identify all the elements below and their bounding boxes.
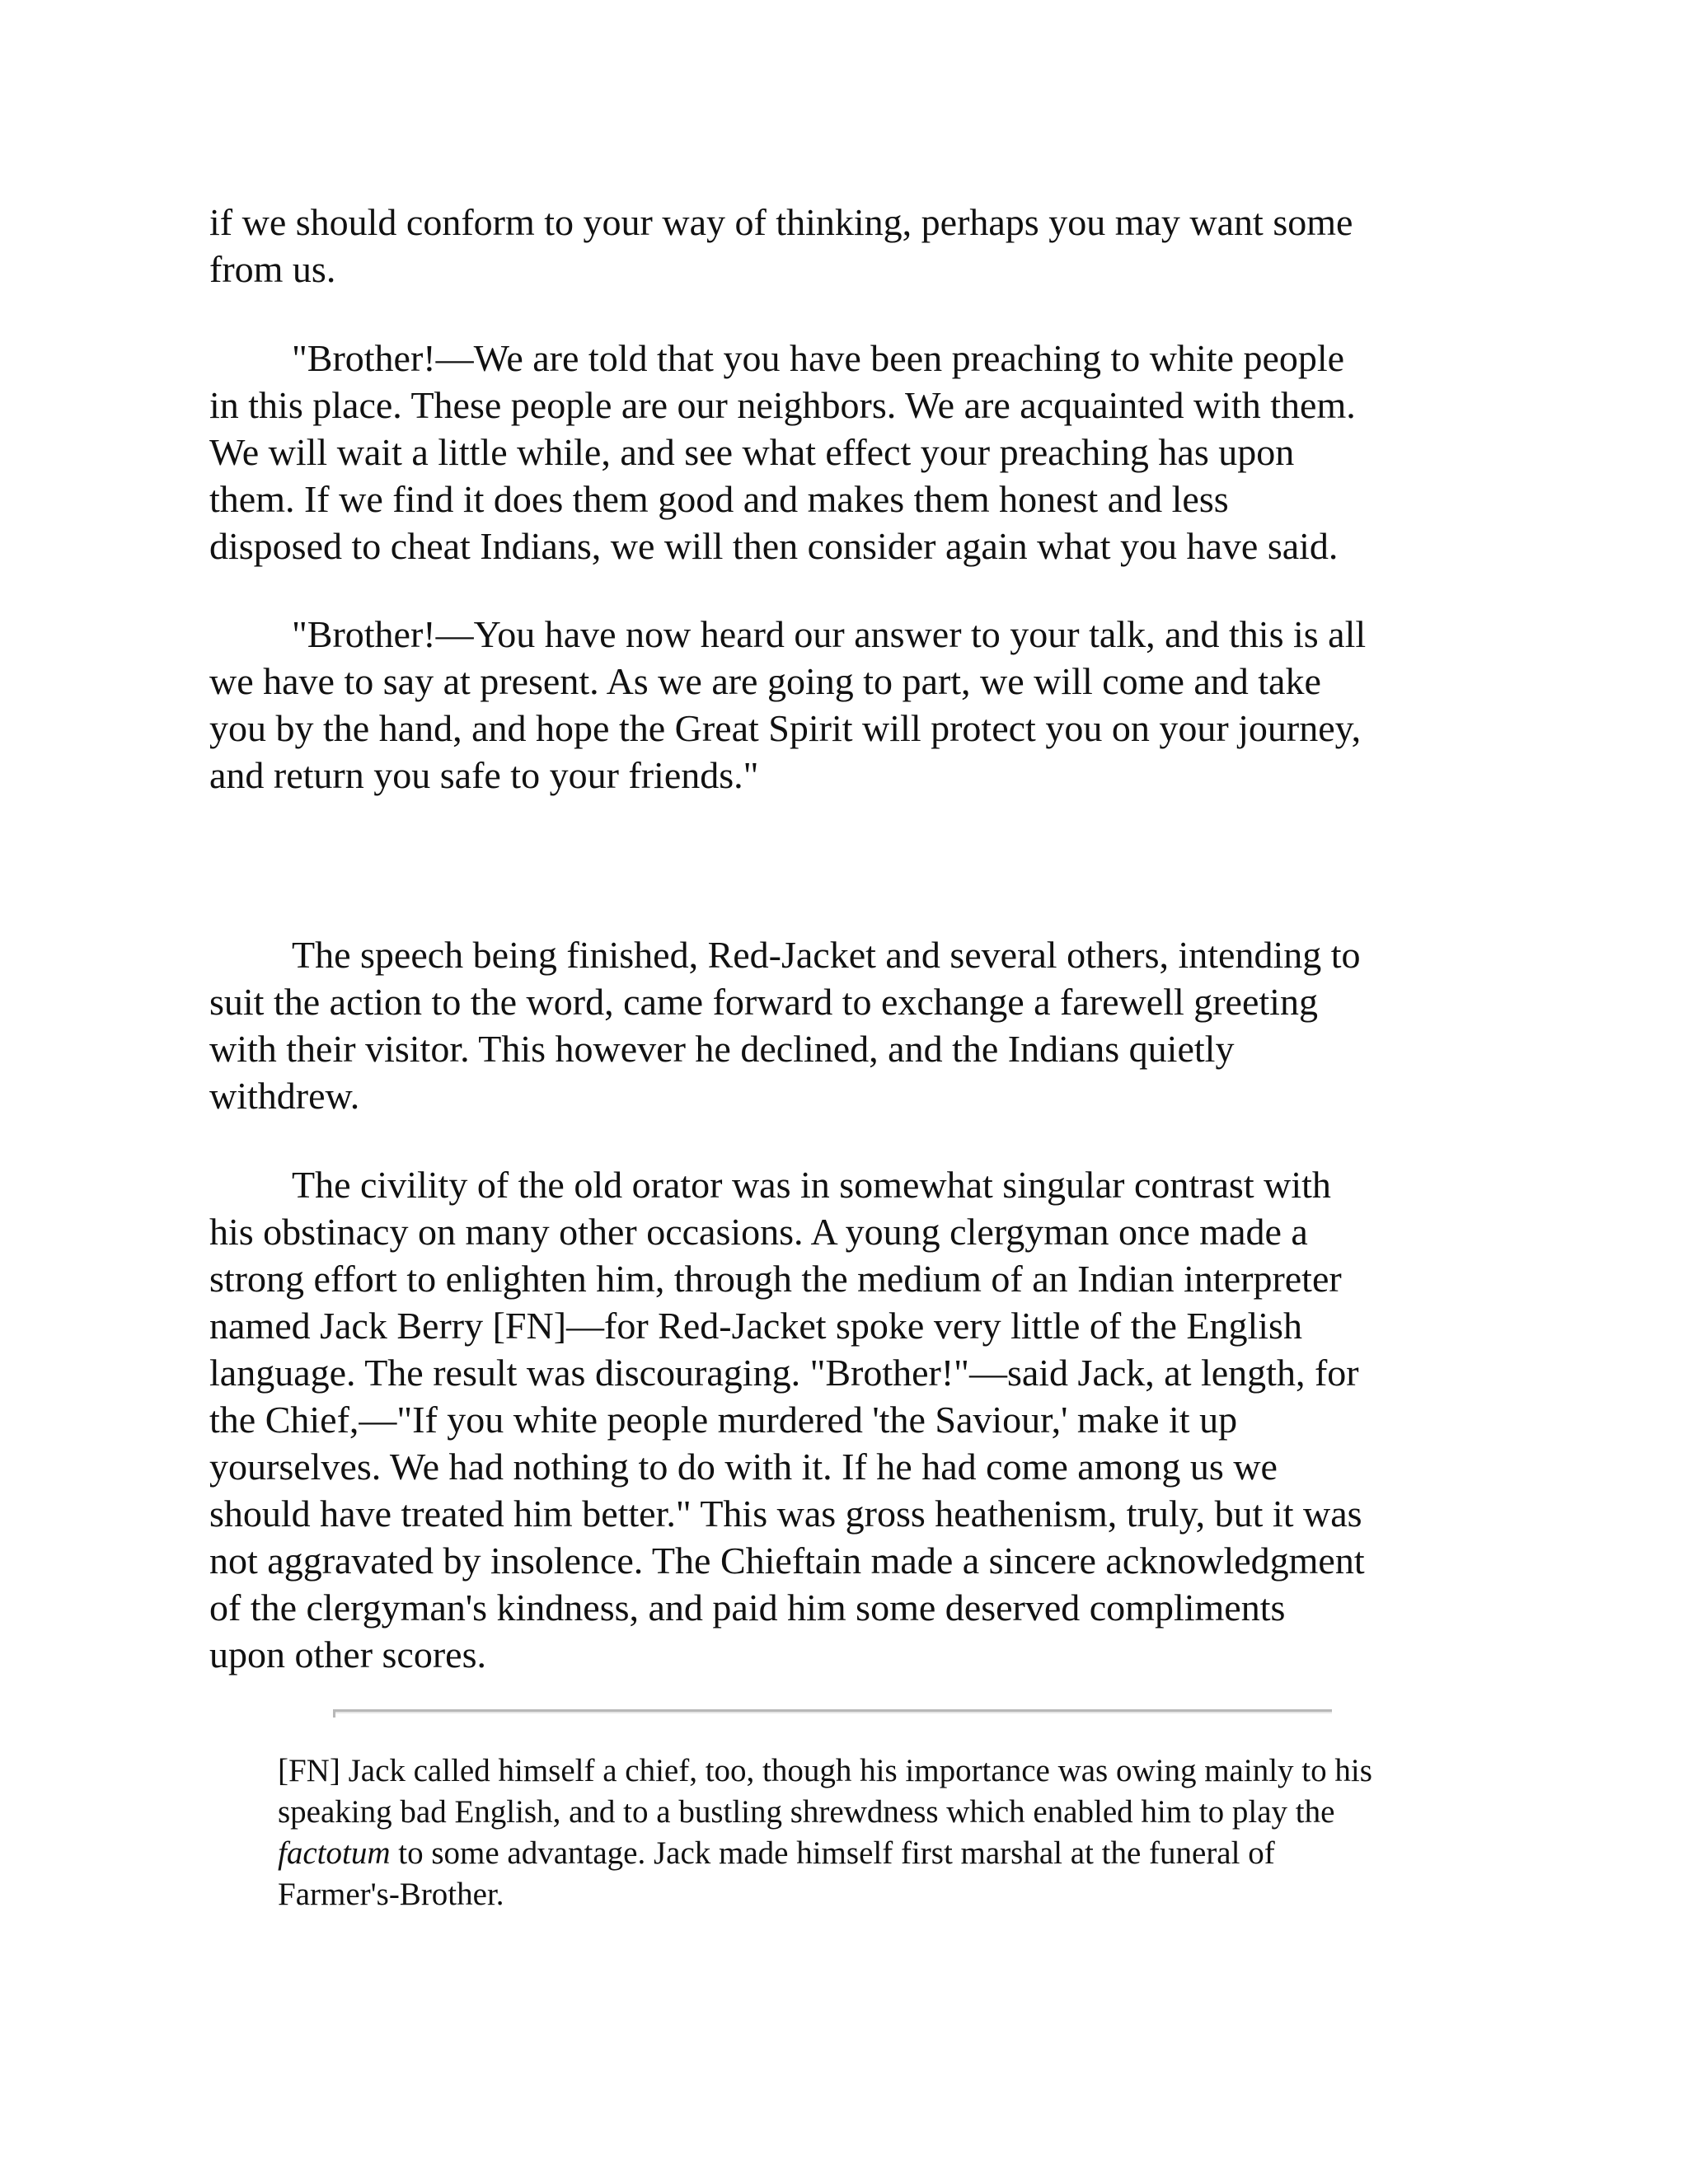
text-line: them. If we find it does them good and makes them honest and less	[209, 478, 1229, 520]
text-line: language. The result was discouraging. "Brother!"—said Jack, at length, for	[209, 1352, 1359, 1394]
footnote-line	[278, 1833, 1481, 1874]
text-line: The speech being finished, Red-Jacket and several others, intending to	[292, 934, 1361, 976]
paragraph-1	[209, 199, 1495, 293]
text-line: We will wait a little while, and see what effect your preaching has upon	[209, 431, 1295, 473]
text-line: and return you safe to your friends."	[209, 754, 759, 796]
text-line: with their visitor. This however he declined, and the Indians quietly	[209, 1028, 1235, 1070]
text-line: his obstinacy on many other occasions. A young clergyman once made a	[209, 1211, 1308, 1253]
text-line: disposed to cheat Indians, we will then consider again what you have said.	[209, 525, 1339, 567]
text-line: withdrew.	[209, 1075, 360, 1117]
footnote-divider	[333, 1709, 1332, 1713]
paragraph-4	[209, 931, 1495, 1119]
text-line: yourselves. We had nothing to do with it. If he had come among us we	[209, 1446, 1278, 1488]
text-line: in this place. These people are our neighbors. We are acquainted with them.	[209, 384, 1356, 426]
footnote-italic-term: factotum	[278, 1835, 391, 1871]
text-line: should have treated him better." This was gross heathenism, truly, but it was	[209, 1493, 1362, 1535]
text-line: strong effort to enlighten him, through the medium of an Indian interpreter	[209, 1258, 1342, 1300]
text-line: of the clergyman's kindness, and paid him some deserved compliments	[209, 1586, 1286, 1629]
footnote-line-rest: to some advantage. Jack made himself first marshal at the funeral of	[390, 1835, 1275, 1871]
text-line: "Brother!—We are told that you have been preaching to white people	[292, 337, 1345, 379]
text-line: "Brother!—You have now heard our answer to your talk, and this is all	[292, 613, 1367, 655]
footnote-divider-tick	[333, 1709, 335, 1718]
paragraph-2	[209, 335, 1495, 569]
text-line: we have to say at present. As we are going to part, we will come and take	[209, 660, 1321, 702]
footnote	[278, 1750, 1481, 1915]
footnote-line: Farmer's-Brother.	[278, 1877, 504, 1912]
text-line: if we should conform to your way of thinking, perhaps you may want some	[209, 201, 1353, 243]
text-line: from us.	[209, 248, 336, 290]
paragraph-5	[209, 1161, 1495, 1678]
footnote-line: [FN] Jack called himself a chief, too, though his importance was owing mainly to his	[278, 1753, 1372, 1788]
paragraph-3	[209, 611, 1495, 799]
text-line: not aggravated by insolence. The Chieftain made a sincere acknowledgment	[209, 1540, 1365, 1582]
text-line: The civility of the old orator was in somewhat singular contrast with	[292, 1164, 1331, 1206]
text-line: upon other scores.	[209, 1633, 486, 1675]
text-line: the Chief,—"If you white people murdered 'the Saviour,' make it up	[209, 1399, 1238, 1441]
text-line: you by the hand, and hope the Great Spirit will protect you on your journey,	[209, 707, 1362, 749]
text-line: suit the action to the word, came forward to exchange a farewell greeting	[209, 981, 1318, 1023]
footnote-line: speaking bad English, and to a bustling shrewdness which enabled him to play the	[278, 1794, 1335, 1830]
text-line: named Jack Berry [FN]—for Red-Jacket spoke very little of the English	[209, 1305, 1302, 1347]
